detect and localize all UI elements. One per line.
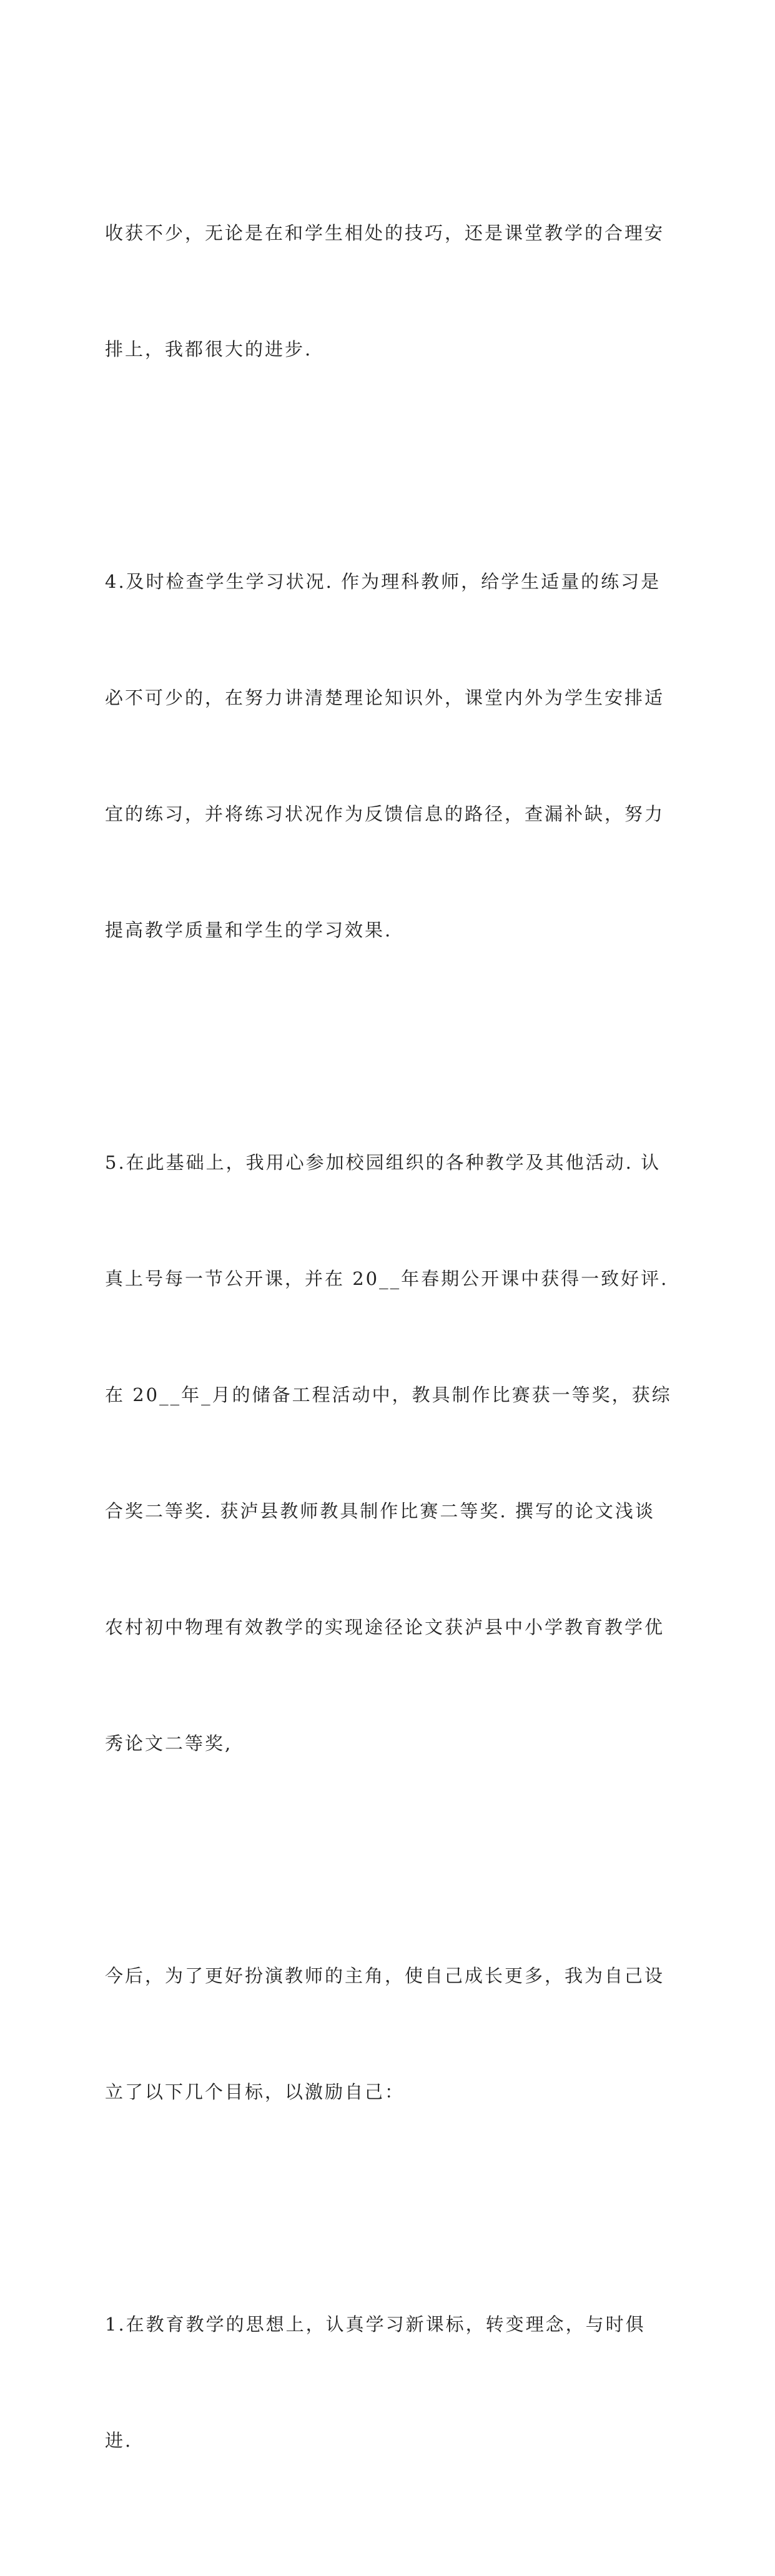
- text-line: 真上号每一节公开课，并在 20__年春期公开课中获得一致好评.: [105, 1268, 669, 1289]
- paragraph-goal-1: [105, 2227, 692, 2537]
- paragraph-item-4: [105, 485, 692, 1027]
- text-line: 进.: [105, 2430, 133, 2451]
- text-line: 今后，为了更好扮演教师的主角，使自己成长更多，我为自己设: [105, 1965, 665, 1986]
- text-line: 必不可少的，在努力讲清楚理论知识外，课堂内外为学生安排适: [105, 687, 665, 708]
- document-body: [105, 136, 692, 2576]
- text-line: 在 20__年_月的储备工程活动中，教具制作比赛获一等奖，获综: [105, 1384, 672, 1405]
- text-line: 收获不少，无论是在和学生相处的技巧，还是课堂教学的合理安: [105, 222, 665, 244]
- paragraph-gains: [105, 136, 692, 446]
- text-line: 排上，我都很大的进步.: [105, 339, 313, 360]
- text-line: 4.及时检查学生学习状况. 作为理科教师，给学生适量的练习是: [105, 571, 661, 592]
- text-line: 立了以下几个目标，以激励自己：: [105, 2081, 405, 2103]
- paragraph-future-goals: [105, 1879, 692, 2189]
- text-line: 农村初中物理有效教学的实现途径论文获泸县中小学教育教学优: [105, 1617, 665, 1638]
- text-line: 5.在此基础上，我用心参加校园组织的各种教学及其他活动. 认: [105, 1152, 661, 1173]
- text-line: 宜的练习，并将练习状况作为反馈信息的路径，查漏补缺，努力: [105, 803, 665, 825]
- text-line: 1.在教育教学的思想上，认真学习新课标，转变理念，与时俱: [105, 2314, 646, 2335]
- text-line: 合奖二等奖. 获泸县教师教具制作比赛二等奖. 撰写的论文浅谈: [105, 1500, 655, 1522]
- text-line: 秀论文二等奖,: [105, 1733, 233, 1754]
- paragraph-item-5: [105, 1066, 692, 1840]
- text-line: 提高教学质量和学生的学习效果.: [105, 919, 393, 941]
